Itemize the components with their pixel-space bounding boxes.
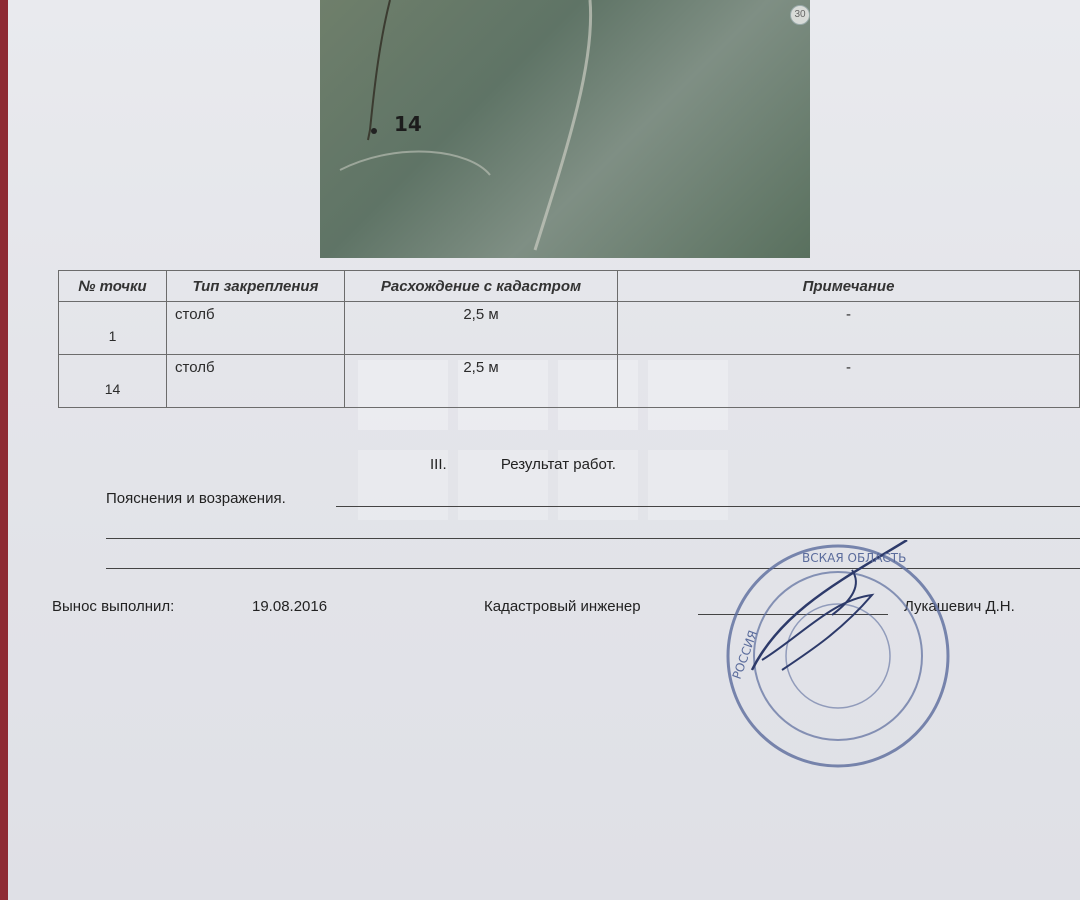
engineer-name: Лукашевич Д.Н. bbox=[904, 598, 1015, 615]
explanations-line-2 bbox=[106, 538, 1080, 539]
point-number: 1 bbox=[108, 328, 117, 344]
cell-point bbox=[59, 355, 167, 408]
map-point-14 bbox=[371, 128, 377, 134]
header-deviation: Расхождение с кадастром bbox=[345, 271, 618, 302]
cell-note: - bbox=[618, 355, 1080, 408]
official-stamp bbox=[722, 540, 954, 777]
table-header-row bbox=[59, 271, 1080, 302]
table-row bbox=[59, 302, 1080, 355]
cell-type: столб bbox=[167, 302, 345, 355]
svg-text:РОССИЯ: РОССИЯ bbox=[729, 628, 761, 682]
cell-deviation: 2,5 м bbox=[345, 355, 618, 408]
explanations-label: Пояснения и возражения. bbox=[106, 490, 286, 507]
map-point-label: 14 bbox=[394, 112, 422, 136]
header-note: Примечание bbox=[618, 271, 1080, 302]
date-value: 19.08.2016 bbox=[252, 598, 328, 615]
cell-type: столб bbox=[167, 355, 345, 408]
cadastral-map-image bbox=[320, 0, 810, 258]
header-fixing-type: Тип закрепления bbox=[167, 271, 345, 302]
point-number: 14 bbox=[104, 381, 121, 397]
explanations-line-1 bbox=[336, 506, 1080, 507]
done-by-label: Вынос выполнил: bbox=[52, 598, 175, 615]
svg-text:ВСКАЯ ОБЛАСТЬ: ВСКАЯ ОБЛАСТЬ bbox=[802, 551, 907, 565]
table-row bbox=[59, 355, 1080, 408]
stamp-seal bbox=[722, 540, 954, 772]
engineer-label: Кадастровый инженер bbox=[484, 598, 641, 615]
header-point-number: № точки bbox=[59, 271, 167, 302]
section-title: Результат работ. bbox=[500, 456, 616, 473]
section-number: III. bbox=[430, 456, 447, 473]
cell-note: - bbox=[618, 302, 1080, 355]
points-table bbox=[58, 270, 1080, 408]
cell-deviation: 2,5 м bbox=[345, 302, 618, 355]
section-heading bbox=[430, 456, 616, 473]
cell-point bbox=[59, 302, 167, 355]
map-marker: 30 bbox=[790, 5, 810, 25]
